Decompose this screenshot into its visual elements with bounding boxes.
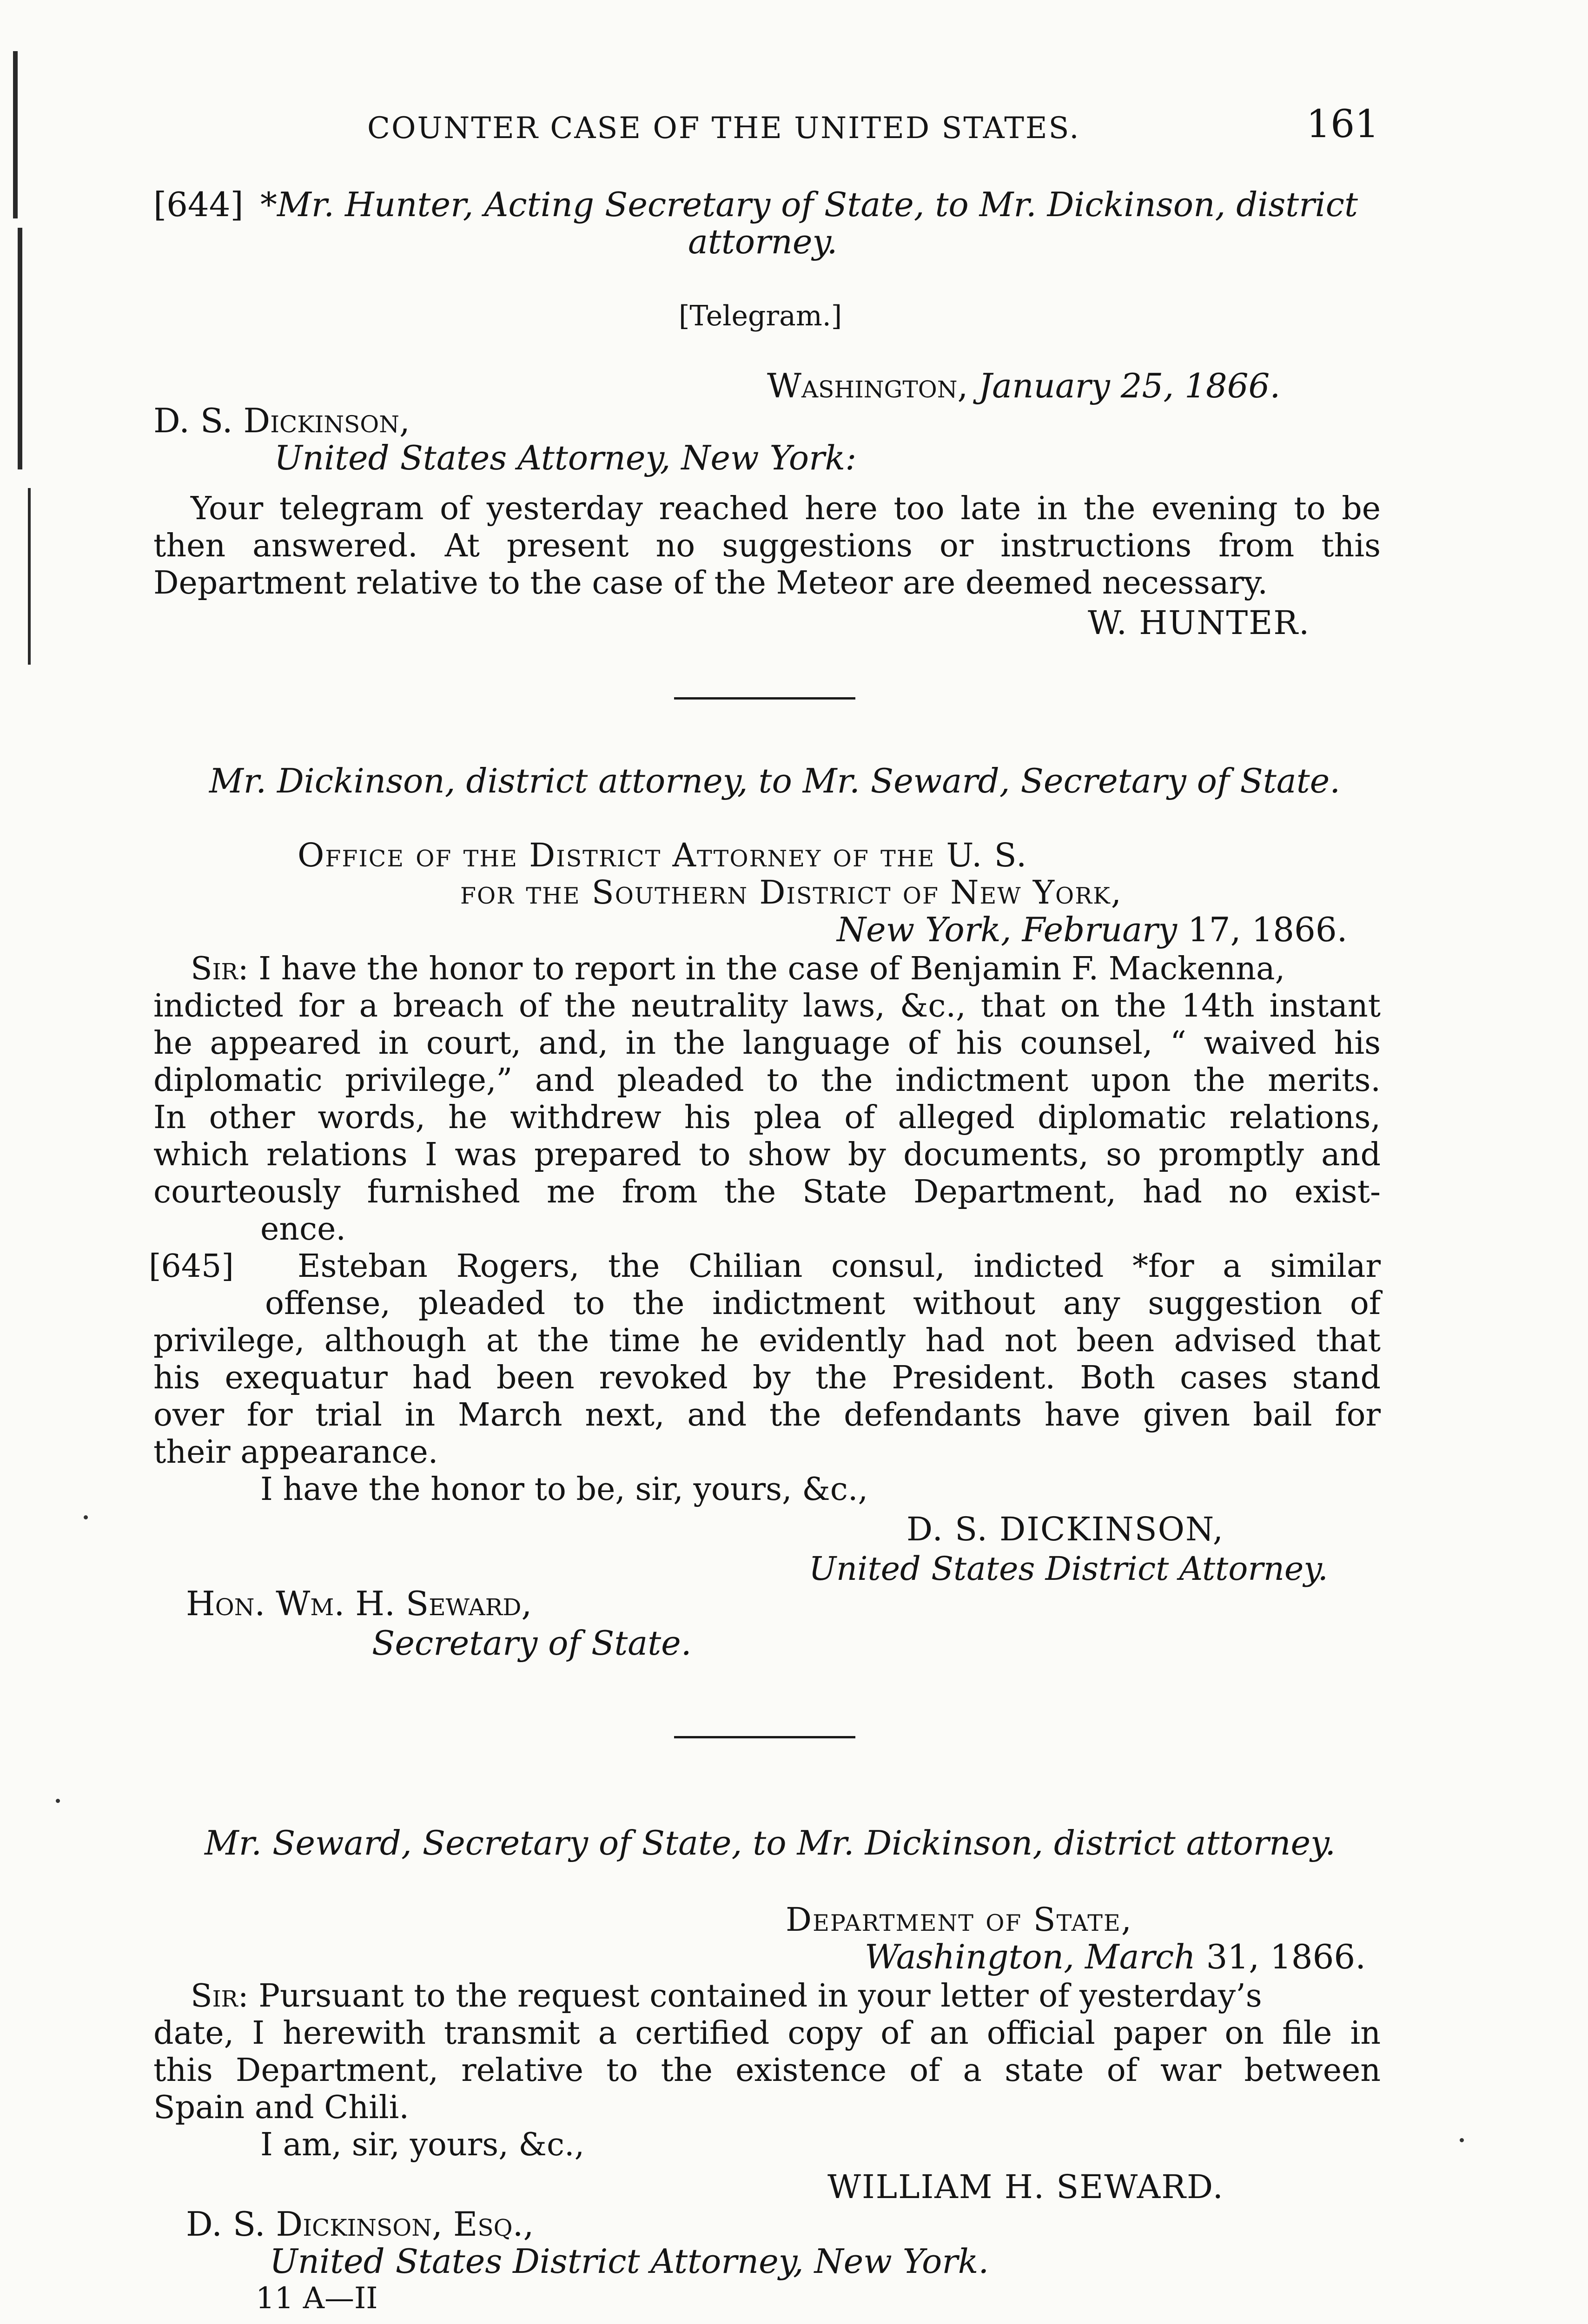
body-line: Spain and Chili. [153, 2089, 409, 2126]
dateline-month: February [1022, 910, 1178, 949]
body-line: his exequatur had been revoked by the President. Both cases stand [153, 1360, 1381, 1396]
body-line: Your telegram of yesterday reached here too late in the evening to be [191, 490, 1381, 527]
addressee-name: D. S. Dickinson, [153, 401, 410, 440]
letter-heading: Mr. Dickinson, district attorney, to Mr. Seward, Secretary of State. [209, 761, 1341, 800]
dateline-month: March [1085, 1937, 1196, 1976]
letter-heading-continued: attorney. [688, 222, 838, 261]
speck [56, 1799, 60, 1803]
addressee-title: United States Attorney, New York: [274, 438, 857, 477]
signature-mark: 11 A—II [256, 2281, 378, 2316]
body-text: : I have the honor to report in the case of Benjamin F. Mackenna, [238, 951, 1285, 987]
body-line: their appearance. [153, 1434, 438, 1471]
section-divider [674, 1736, 855, 1738]
body-line: date, I herewith transmit a certified copy of an official paper on file in [153, 2015, 1381, 2052]
body-line: then answered. At present no suggestions or instructions from this [153, 528, 1381, 564]
signature: WILLIAM H. SEWARD. [827, 2168, 1224, 2206]
closing: I am, sir, yours, &c., [260, 2126, 585, 2163]
body-line: In other words, he withdrew his plea of alleged diplomatic relations, [153, 1099, 1381, 1136]
body-line [191, 951, 1285, 988]
body-line: courteously furnished me from the State Department, had no exist- [153, 1174, 1381, 1210]
signature-title: United States District Attorney. [809, 1550, 1328, 1588]
dateline-date: 31, 1866. [1206, 1937, 1366, 1976]
dateline [837, 911, 1348, 948]
dateline [767, 367, 1280, 404]
addressee-title: Secretary of State. [372, 1624, 692, 1663]
body-line: indicted for a breach of the neutrality laws, &c., that on the 14th instant [153, 988, 1381, 1024]
office-line: Department of State, [786, 1901, 1133, 1939]
body-line: privilege, although at the time he evidently had not been advised that [153, 1322, 1381, 1359]
letter-heading: *Mr. Hunter, Acting Secretary of State, to Mr. Dickinson, district [260, 185, 1358, 224]
salutation: Sir [191, 951, 238, 987]
dateline [865, 1938, 1366, 1975]
body-line: ence. [260, 1211, 346, 1248]
document-marker: [644] [153, 185, 244, 224]
dateline-place: Washington, [865, 1937, 1075, 1976]
speck [84, 1515, 88, 1519]
body-line: Esteban Rogers, the Chilian consul, indicted *for a similar [298, 1248, 1381, 1285]
dateline-place: New York, [837, 910, 1012, 949]
binding-shadow [28, 488, 31, 665]
office-line: for the Southern District of New York, [460, 873, 1122, 911]
body-line [191, 1978, 1262, 2015]
dateline-date: 17, 1866. [1188, 910, 1348, 949]
dateline-place: Washington, [767, 366, 968, 405]
page-number: 161 [1306, 102, 1379, 146]
signature: D. S. DICKINSON, [906, 1510, 1224, 1548]
signature: W. HUNTER. [1088, 604, 1310, 642]
letter-heading: Mr. Seward, Secretary of State, to Mr. Dickinson, district attorney. [205, 1823, 1336, 1862]
office-line: Office of the District Attorney of the U. S. [298, 836, 1028, 874]
salutation: Sir [191, 1978, 238, 2014]
body-line: diplomatic privilege,” and pleaded to the indictment upon the merits. [153, 1062, 1381, 1099]
document-marker: [645] [149, 1248, 234, 1285]
addressee-title: United States District Attorney, New York. [270, 2242, 989, 2281]
section-divider [674, 697, 855, 700]
speck [1460, 2138, 1464, 2142]
addressee-name: Hon. Wm. H. Seward, [186, 1584, 532, 1623]
body-line: which relations I was prepared to show by documents, so promptly and [153, 1136, 1381, 1173]
body-line: he appeared in court, and, in the language of his counsel, “ waived his [153, 1025, 1381, 1062]
body-line: over for trial in March next, and the defendants have given bail for [153, 1397, 1381, 1433]
body-text: : Pursuant to the request contained in your letter of yesterday’s [238, 1978, 1262, 2014]
addressee-name: D. S. Dickinson, Esq., [186, 2205, 534, 2244]
running-title: COUNTER CASE OF THE UNITED STATES. [367, 111, 1080, 145]
body-line: Department relative to the case of the Meteor are deemed necessary. [153, 565, 1268, 601]
body-line: this Department, relative to the existence of a state of war between [153, 2052, 1381, 2089]
telegram-note: [Telegram.] [679, 300, 842, 332]
dateline-date: January 25, 1866. [979, 366, 1281, 405]
body-line: offense, pleaded to the indictment without any suggestion of [265, 1285, 1381, 1322]
binding-shadow [18, 228, 22, 469]
closing: I have the honor to be, sir, yours, &c., [260, 1471, 868, 1508]
binding-shadow [13, 51, 18, 218]
